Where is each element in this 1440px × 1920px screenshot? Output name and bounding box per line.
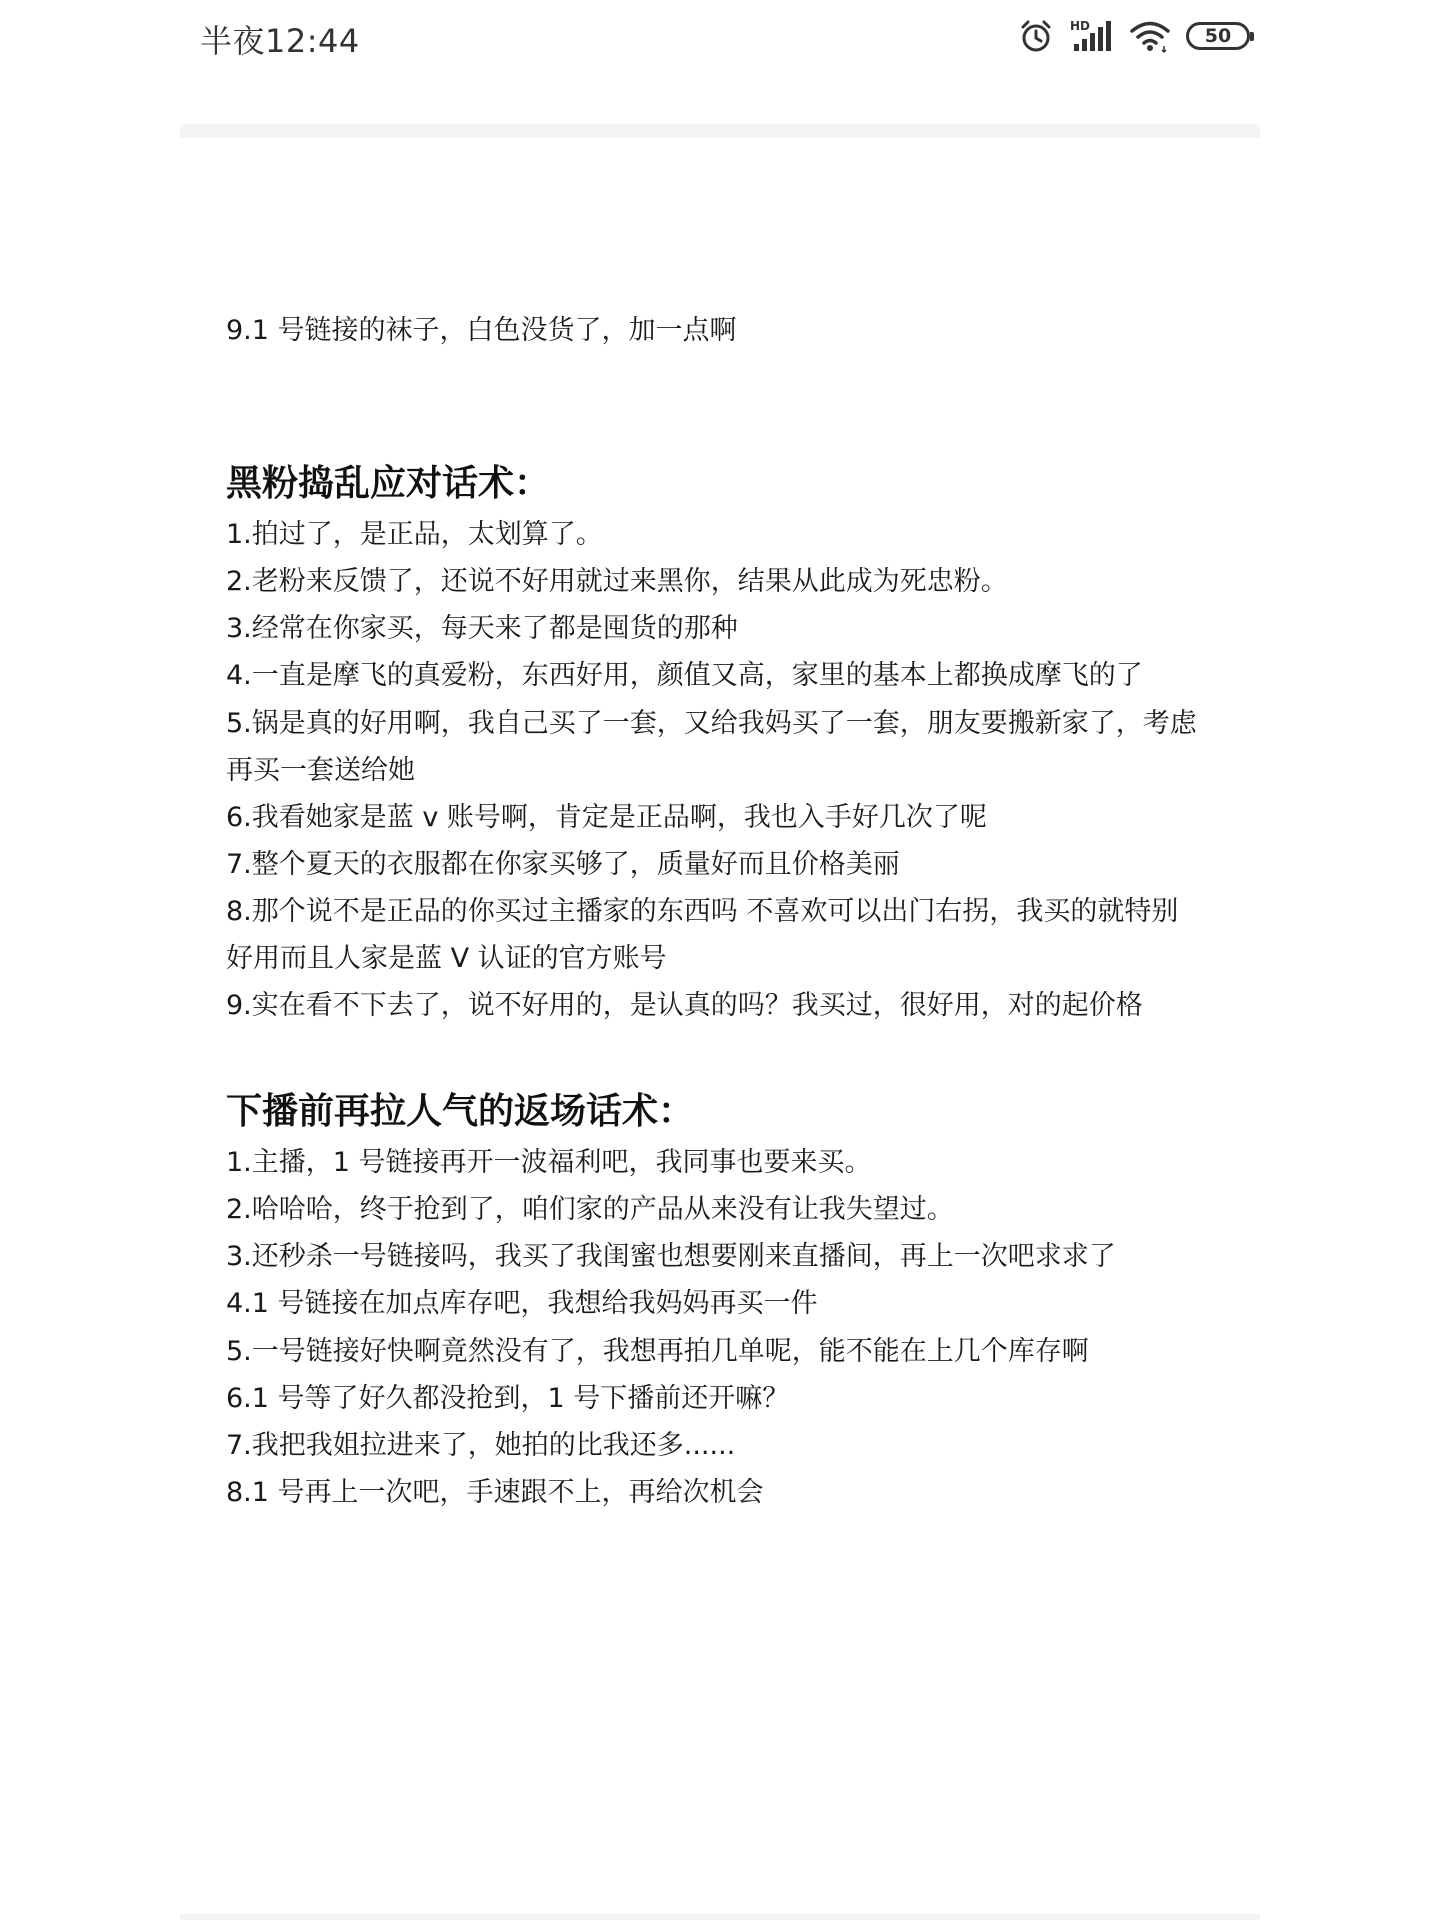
- list-item: 3.还秒杀一号链接吗，我买了我闺蜜也想要刚来直播间，再上一次吧求求了: [226, 1241, 1116, 1272]
- list-item: 9.实在看不下去了，说不好用的，是认真的吗？我买过，很好用，对的起价格: [226, 990, 1143, 1021]
- list-item: 7.整个夏天的衣服都在你家买够了，质量好而且价格美丽: [226, 849, 900, 880]
- status-time: 半夜12:44: [200, 22, 360, 60]
- alarm-icon: [1018, 18, 1054, 54]
- hd-signal-icon: [1068, 18, 1114, 54]
- list-item: 8.1 号再上一次吧，手速跟不上，再给次机会: [226, 1477, 764, 1508]
- section-heading-black-fans: 黑粉捣乱应对话术：: [226, 463, 551, 504]
- list-item: 7.我把我姐拉进来了，她拍的比我还多......: [226, 1430, 736, 1461]
- list-item: 2.哈哈哈，终于抢到了，咱们家的产品从来没有让我失望过。: [226, 1194, 954, 1225]
- list-item: 6.我看她家是蓝 v 账号啊，肯定是正品啊，我也入手好几次了呢: [226, 802, 987, 833]
- list-item: 再买一套送给她: [226, 755, 415, 786]
- list-item: 1.拍过了，是正品，太划算了。: [226, 519, 603, 550]
- status-bar: [0, 0, 1440, 80]
- bottom-divider: [180, 1914, 1260, 1920]
- list-item: 8.那个说不是正品的你买过主播家的东西吗 不喜欢可以出门右拐，我买的就特别: [226, 896, 1179, 927]
- list-item: 2.老粉来反馈了，还说不好用就过来黑你，结果从此成为死忠粉。: [226, 566, 1008, 597]
- top-divider: [180, 124, 1260, 138]
- list-item: 4.一直是摩飞的真爱粉，东西好用，颜值又高，家里的基本上都换成摩飞的了: [226, 660, 1143, 691]
- list-item: 5.锅是真的好用啊，我自己买了一套，又给我妈买了一套，朋友要搬新家了，考虑: [226, 708, 1197, 739]
- list-item: 3.经常在你家买，每天来了都是囤货的那种: [226, 613, 738, 644]
- list-item: 1.主播，1 号链接再开一波福利吧，我同事也要来买。: [226, 1147, 872, 1178]
- list-item: 5.一号链接好快啊竟然没有了，我想再拍几单呢，能不能在上几个库存啊: [226, 1336, 1089, 1367]
- battery-level: 50: [1204, 25, 1232, 47]
- network-label: HD: [1070, 19, 1091, 33]
- list-item: 好用而且人家是蓝 V 认证的官方账号: [226, 943, 667, 974]
- status-icons: [1018, 14, 1250, 58]
- intro-line: 9.1 号链接的袜子，白色没货了，加一点啊: [226, 315, 737, 346]
- wifi-icon: [1128, 18, 1172, 54]
- section-heading-encore: 下播前再拉人气的返场话术：: [226, 1091, 695, 1132]
- list-item: 4.1 号链接在加点库存吧，我想给我妈妈再买一件: [226, 1288, 818, 1319]
- battery-icon: [1186, 22, 1250, 50]
- list-item: 6.1 号等了好久都没抢到，1 号下播前还开嘛？: [226, 1383, 790, 1414]
